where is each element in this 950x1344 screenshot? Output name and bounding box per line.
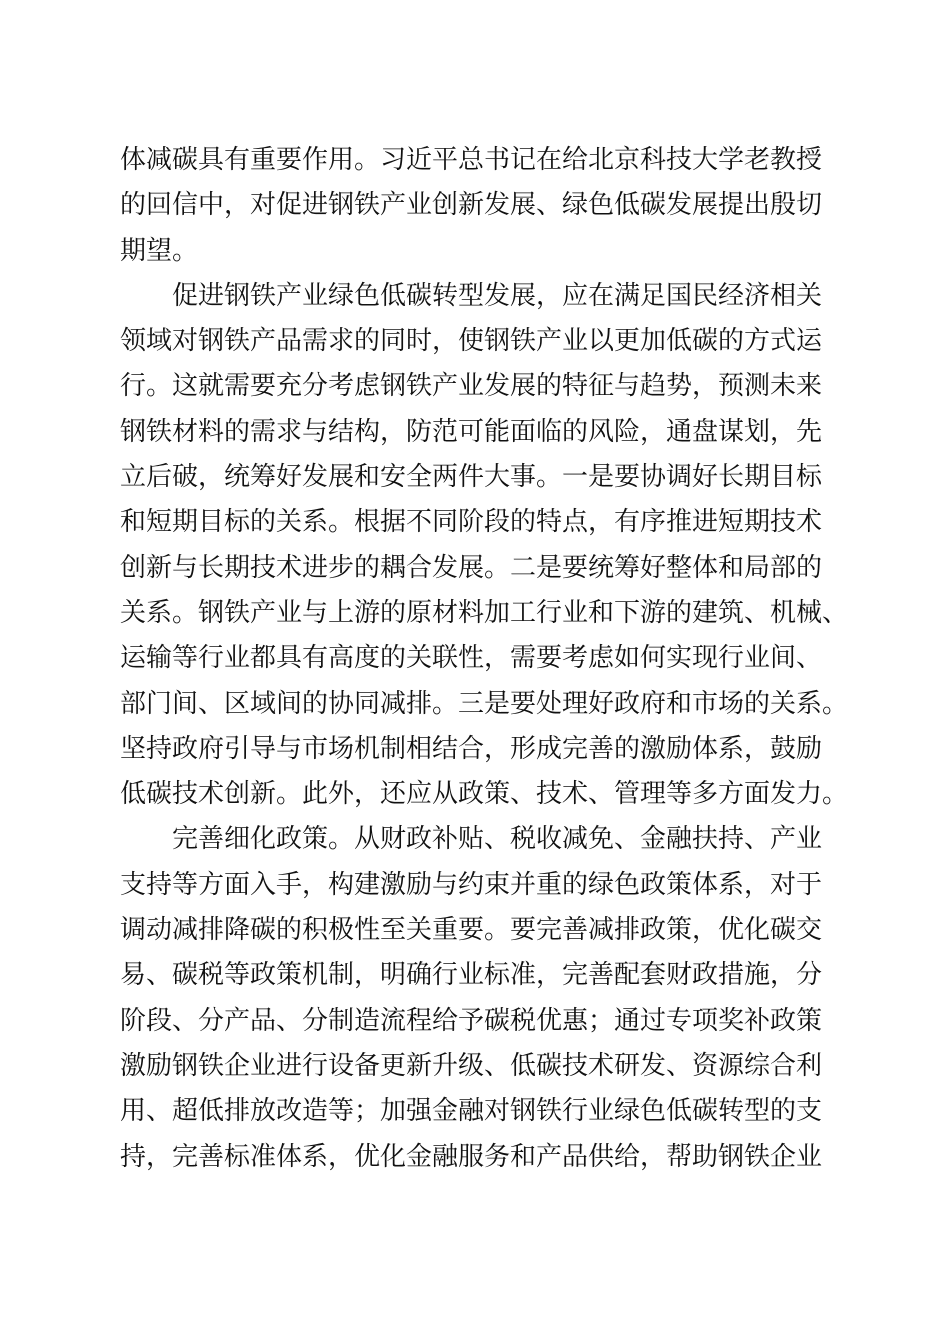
text-line: 关系。钢铁产业与上游的原材料加工行业和下游的建筑、机械、 — [120, 597, 849, 628]
text-line: 领域对钢铁产品需求的同时，使钢铁产业以更加低碳的方式运 — [120, 326, 823, 357]
body-text — [120, 138, 849, 1180]
text-line: 调动减排降碳的积极性至关重要。要完善减排政策，优化碳交 — [120, 915, 823, 946]
text-line: 的回信中，对促进钢铁产业创新发展、绿色低碳发展提出殷切 — [120, 190, 823, 221]
text-line: 钢铁材料的需求与结构，防范可能面临的风险，通盘谋划，先 — [120, 416, 823, 447]
text-line: 支持等方面入手，构建激励与约束并重的绿色政策体系，对于 — [120, 869, 823, 900]
text-line: 持，完善标准体系，优化金融服务和产品供给，帮助钢铁企业 — [120, 1141, 823, 1172]
text-line: 阶段、分产品、分制造流程给予碳税优惠；通过专项奖补政策 — [120, 1005, 823, 1036]
text-line: 运输等行业都具有高度的关联性，需要考虑如何实现行业间、 — [120, 643, 823, 674]
text-line: 期望。 — [120, 235, 199, 266]
text-line: 行。这就需要充分考虑钢铁产业发展的特征与趋势，预测未来 — [120, 371, 823, 402]
text-line: 部门间、区域间的协同减排。三是要处理好政府和市场的关系。 — [120, 688, 849, 719]
text-line: 创新与长期技术进步的耦合发展。二是要统筹好整体和局部的 — [120, 552, 823, 583]
text-line: 用、超低排放改造等；加强金融对钢铁行业绿色低碳转型的支 — [120, 1096, 823, 1127]
paragraph-start-line: 促进钢铁产业绿色低碳转型发展，应在满足国民经济相关 — [120, 280, 823, 311]
text-line: 坚持政府引导与市场机制相结合，形成完善的激励体系，鼓励 — [120, 733, 823, 764]
text-line: 和短期目标的关系。根据不同阶段的特点，有序推进短期技术 — [120, 507, 823, 538]
text-line: 激励钢铁企业进行设备更新升级、低碳技术研发、资源综合利 — [120, 1050, 823, 1081]
text-line: 体减碳具有重要作用。习近平总书记在给北京科技大学老教授 — [120, 145, 823, 175]
text-line: 低碳技术创新。此外，还应从政策、技术、管理等多方面发力。 — [120, 779, 849, 810]
text-line: 立后破，统筹好发展和安全两件大事。一是要协调好长期目标 — [120, 462, 823, 493]
text-line: 易、碳税等政策机制，明确行业标准，完善配套财政措施，分 — [120, 960, 823, 991]
paragraph-start-line: 完善细化政策。从财政补贴、税收减免、金融扶持、产业 — [120, 824, 823, 855]
